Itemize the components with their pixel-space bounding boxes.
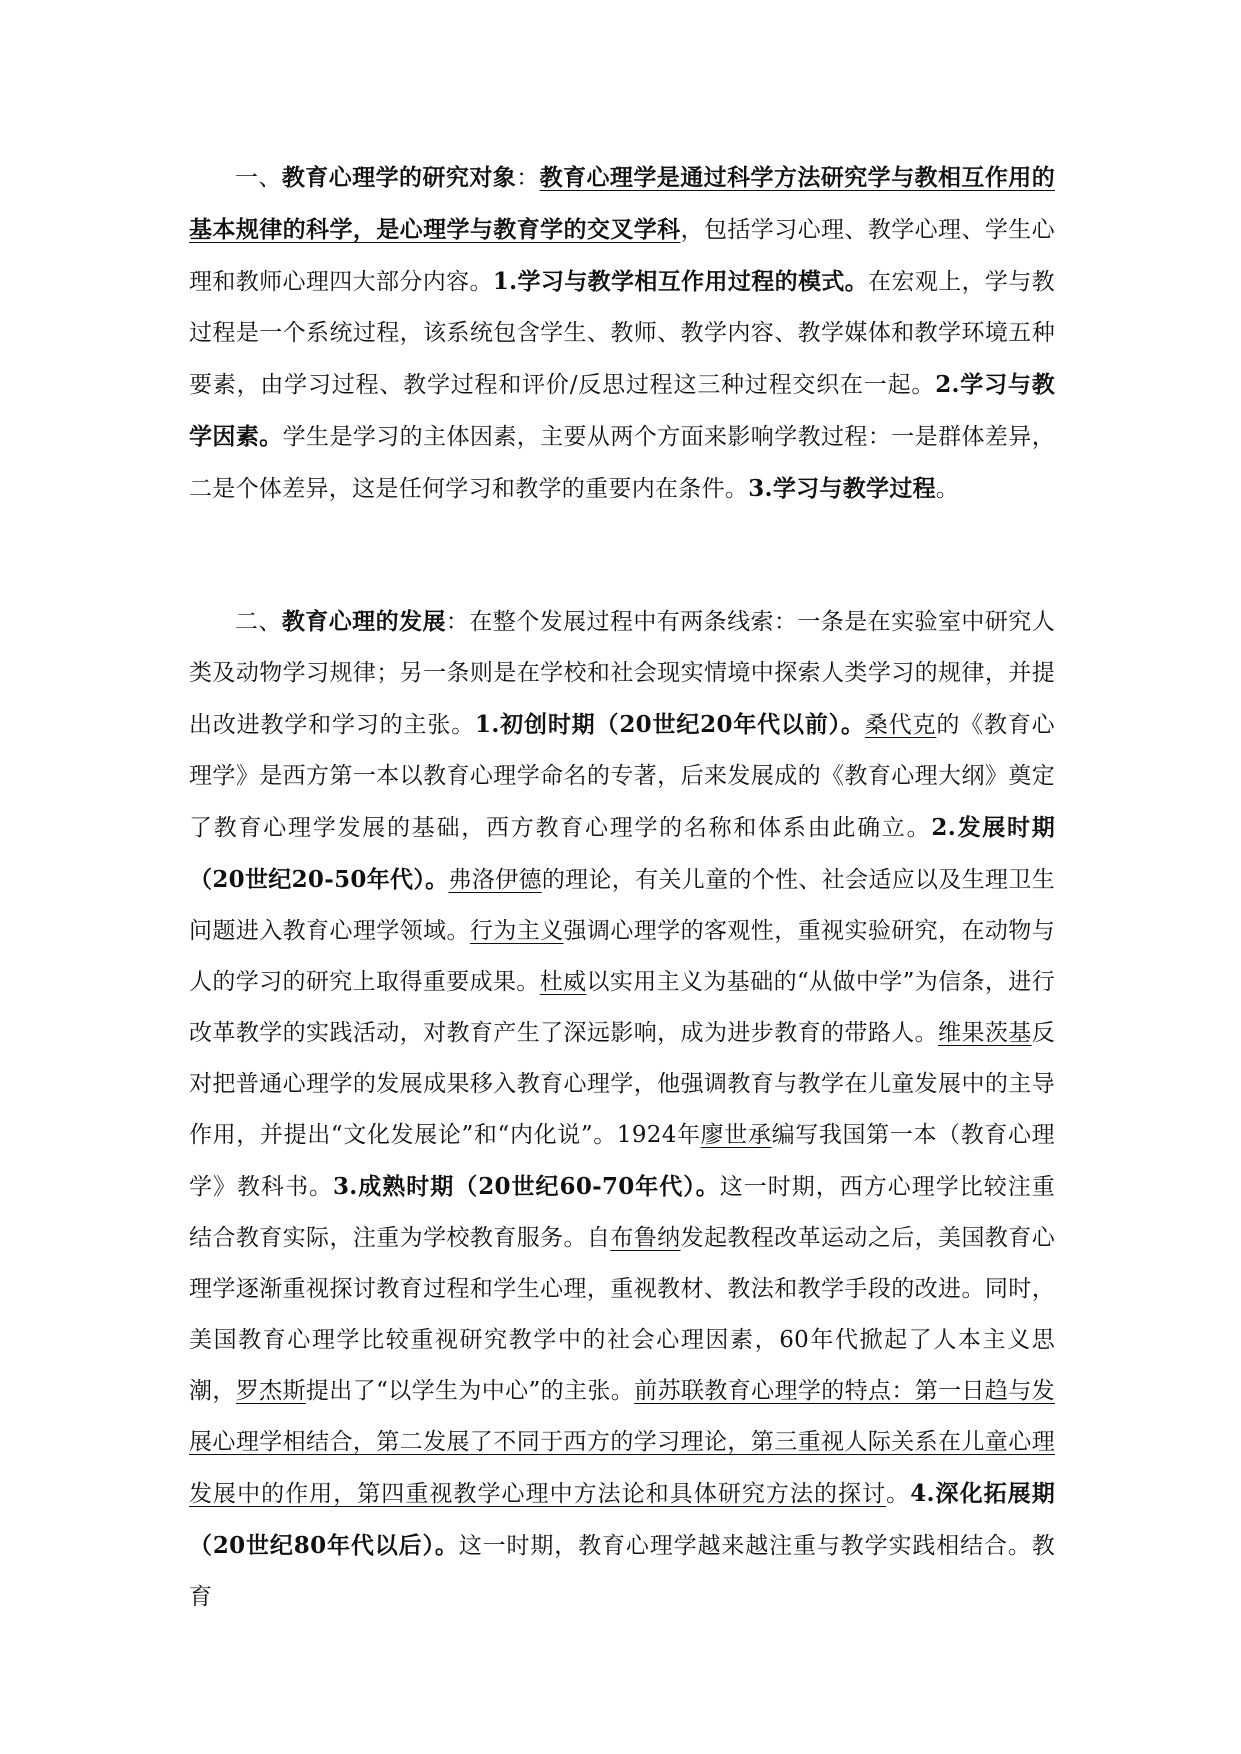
text-segment: 。: [886, 1481, 911, 1507]
heading-research-object: 教育心理学的研究对象: [281, 164, 517, 191]
point-1-heading: 1.学习与教学相互作用过程的模式。: [492, 268, 869, 295]
text-segment: 提出了“以学生为中心”的主张。: [305, 1378, 635, 1404]
text-segment: 一、: [235, 165, 282, 191]
name-vygotsky: 维果茨基: [938, 1020, 1032, 1046]
name-bruner: 布鲁纳: [610, 1225, 681, 1251]
text-segment: 编写我国第一本（教育心理学》教科书。: [189, 1122, 1055, 1200]
text-segment: 强调心理学的客观性，重视实验研究，在动物与人的学习的研究上取得重要成果。: [189, 918, 1055, 995]
text-segment: 。: [935, 476, 960, 502]
period-3-heading: 3.成熟时期（20世纪60-70年代）。: [332, 1173, 720, 1200]
text-segment: 的《教育心理学》是西方第一本以教育心理学命名的专著，后来发展成的《教育心理大纲》奠定了教育心理学发展的基础，西方教育心理学的名称和体系由此确立。: [189, 712, 1055, 841]
text-segment: 这一时期，西方心理学比较注重结合教育实际，注重为学校教育服务。自: [189, 1174, 1055, 1251]
name-rogers: 罗杰斯: [235, 1378, 306, 1404]
paragraph-research-object: [189, 152, 1055, 515]
period-4-heading: 4.深化拓展期（20世纪80年代以后）。: [189, 1480, 1055, 1559]
period-2-heading: 2.发展时期（20世纪20-50年代）。: [189, 814, 1056, 893]
period-1-heading: 1.初创时期（20世纪20年代以前）。: [475, 711, 865, 738]
term-behaviorism: 行为主义: [469, 918, 564, 944]
name-dewey: 杜威: [539, 969, 587, 995]
text-segment: 学生是学习的主体因素，主要从两个方面来影响学教过程：一是群体差异，二是个体差异，这是任何学习和教学的重要内在条件。: [189, 424, 1055, 502]
paragraph-development: [189, 596, 1055, 1623]
text-segment: 发起教程改革运动之后，美国教育心理学逐渐重视探讨教育过程和学生心理，重视教材、教法和教学手段的改进。同时，美国教育心理学比较重视研究教学中的社会心理因素，60年代掀起了人本主义思潮，: [189, 1225, 1055, 1404]
point-2-heading: 2.学习与教学因素。: [189, 371, 1055, 450]
text-segment: 在宏观上，学与教过程是一个系统过程，该系统包含学生、教师、教学内容、教学媒体和教学环境五种要素，由学习过程、教学过程和评价/反思过程这三种过程交织在一起。: [189, 269, 1055, 398]
definition-text: 教育心理学是通过科学方法研究学与教相互作用的基本规律的科学，是心理学与教育学的交叉学科: [189, 164, 1056, 243]
name-freud: 弗洛伊德: [448, 867, 542, 893]
text-segment: ：: [516, 165, 540, 191]
name-thorndike: 桑代克: [864, 712, 937, 738]
text-segment: 的理论，有关儿童的个性、社会适应以及生理卫生问题进入教育心理学领域。: [189, 867, 1055, 944]
point-3-heading: 3.学习与教学过程: [748, 475, 936, 502]
text-segment: ，包括学习心理、教学心理、学生心理和教师心理四大部分内容。: [189, 217, 1055, 295]
soviet-features-text: 前苏联教育心理学的特点：第一日趋与发展心理学相结合，第二发展了不同于西方的学习理论，第三重视人际关系在儿童心理发展中的作用，第四重视教学心理中方法论和具体研究方法的探讨: [189, 1378, 1055, 1507]
heading-development: 教育心理的发展: [281, 608, 446, 635]
text-segment: 反对把普通心理学的发展成果移入教育心理学，他强调教育与教学在儿童发展中的主导作用，并提出“文化发展论”和“内化说”。1924年: [189, 1020, 1055, 1148]
name-liao-shicheng: 廖世承: [700, 1122, 772, 1148]
text-segment: 二、: [235, 609, 282, 635]
text-segment: 以实用主义为基础的“从做中学”为信条，进行改革教学的实践活动，对教育产生了深远影响，成为进步教育的带路人。: [189, 969, 1055, 1046]
text-segment: ：在整个发展过程中有两条线索：一条是在实验室中研究人类及动物学习规律；另一条则是在学校和社会现实情境中探索人类学习的规律，并提出改进教学和学习的主张。: [189, 609, 1055, 738]
text-segment: 这一时期，教育心理学越来越注重与教学实践相结合。教育: [189, 1533, 1056, 1610]
